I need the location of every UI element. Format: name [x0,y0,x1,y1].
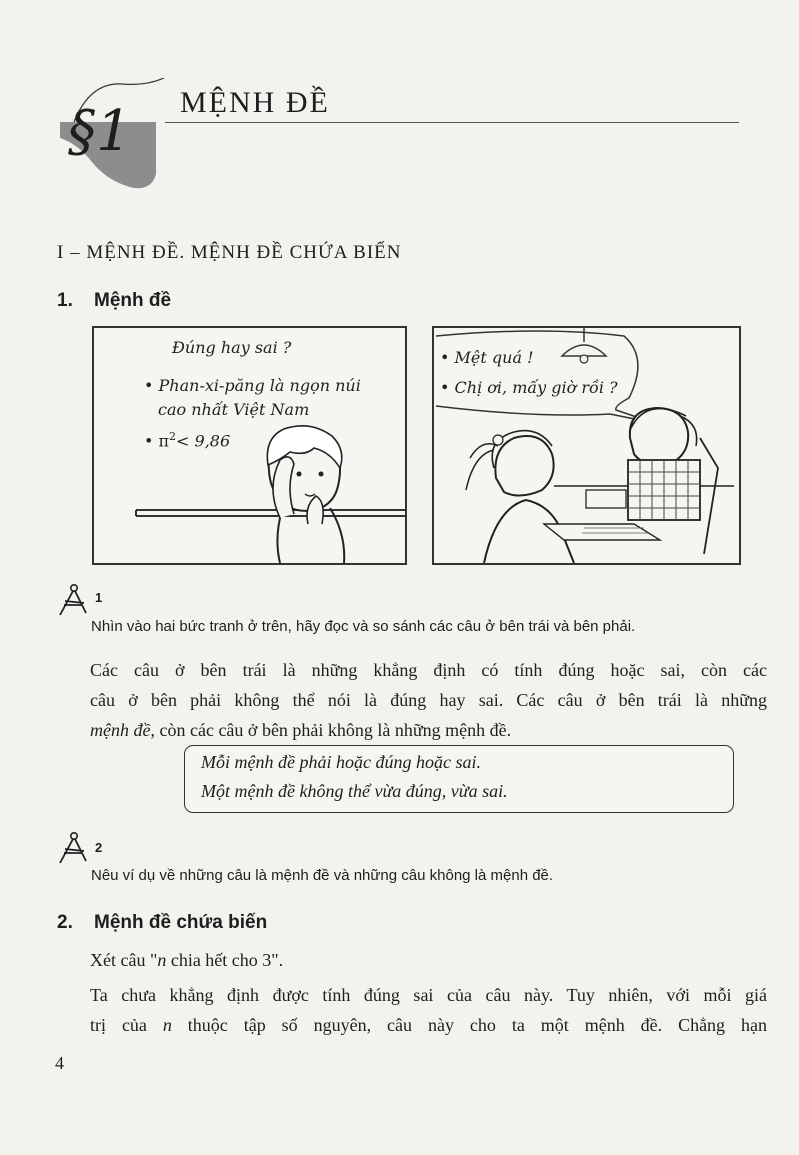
paragraph-explanation [90,980,767,1040]
compass-icon [56,831,90,865]
activity-2-text: Nêu ví dụ về những câu là mệnh đề và những câu không là mệnh đề. [91,867,554,884]
panel-left-heading: Đúng hay sai ? [172,338,292,357]
activity-1-number: 1 [95,590,103,605]
emphasis-term: mệnh đề [90,720,151,740]
paragraph3-line2-prefix: trị của [90,1015,163,1035]
panel-left-line2: cao nhất Việt Nam [158,400,310,419]
definition-line2: Một mệnh đề không thể vừa đúng, vừa sai. [201,781,508,801]
panel-right-line1: • Mệt quá ! [440,348,534,367]
paragraph1-line3-rest: , còn các câu ở bên phải không là những mệnh đề. [150,720,512,740]
paragraph3-line2-rest: thuộc tập số nguyên, câu này cho ta một mệnh đề. Chẳng hạn [171,1015,767,1035]
activity-1-text: Nhìn vào hai bức tranh ở trên, hãy đọc và so sánh các câu ở bên trái và bên phải. [91,618,636,635]
blackboard-illustration [94,328,405,563]
paragraph2-suffix: chia hết cho 3". [166,950,284,970]
chapter-title: MỆNH ĐỀ [180,86,330,119]
subsection-2-heading [57,912,267,934]
panel-left-line3 [144,430,230,450]
badge-glyph: §1 [68,99,132,164]
paragraph-definition [90,655,767,745]
paragraph1-line2: câu ở bên phải không thể nói là đúng hay sai. Các câu ở bên trái là những [90,690,767,710]
activity-2-number: 2 [95,840,103,855]
page-number: 4 [55,1053,64,1073]
paragraph3-line1: Ta chưa khẳng định được tính đúng sai của câu này. Tuy nhiên, với mỗi giá [90,985,767,1005]
paragraph1-line1: Các câu ở bên trái là những khẳng định có tính đúng hoặc sai, còn các [90,660,767,680]
paragraph1-line3 [90,715,767,745]
subsection-2-number: 2. [57,912,73,933]
variable-n: n [157,950,167,970]
chapter-badge [60,78,165,190]
subsection-1-number: 1. [57,290,73,311]
compass-icon [56,583,90,617]
header-rule [165,122,739,123]
comic-panel-left [92,326,407,565]
paragraph2-prefix: Xét câu " [90,950,158,970]
definition-box [184,745,734,813]
definition-line1: Mỗi mệnh đề phải hoặc đúng hoặc sai. [201,752,481,772]
subsection-2-title: Mệnh đề chứa biến [94,912,268,933]
comic-panel-right [432,326,741,565]
paragraph3-line2 [90,1010,767,1040]
section-heading: I – MỆNH ĐỀ. MỆNH ĐỀ CHỨA BIẾN [57,242,402,263]
panel-left-line1: • Phan-xi-păng là ngọn núi [144,376,361,395]
variable-n: n [162,1015,172,1035]
pi-symbol: • π [144,431,170,451]
paragraph-example [90,945,767,975]
subsection-1-heading [57,290,171,312]
pi-inequality: < 9,86 [176,431,231,451]
subsection-1-title: Mệnh đề [94,290,172,311]
pi-exponent: 2 [169,430,177,443]
panel-right-line2: • Chị ơi, mấy giờ rồi ? [440,378,618,397]
